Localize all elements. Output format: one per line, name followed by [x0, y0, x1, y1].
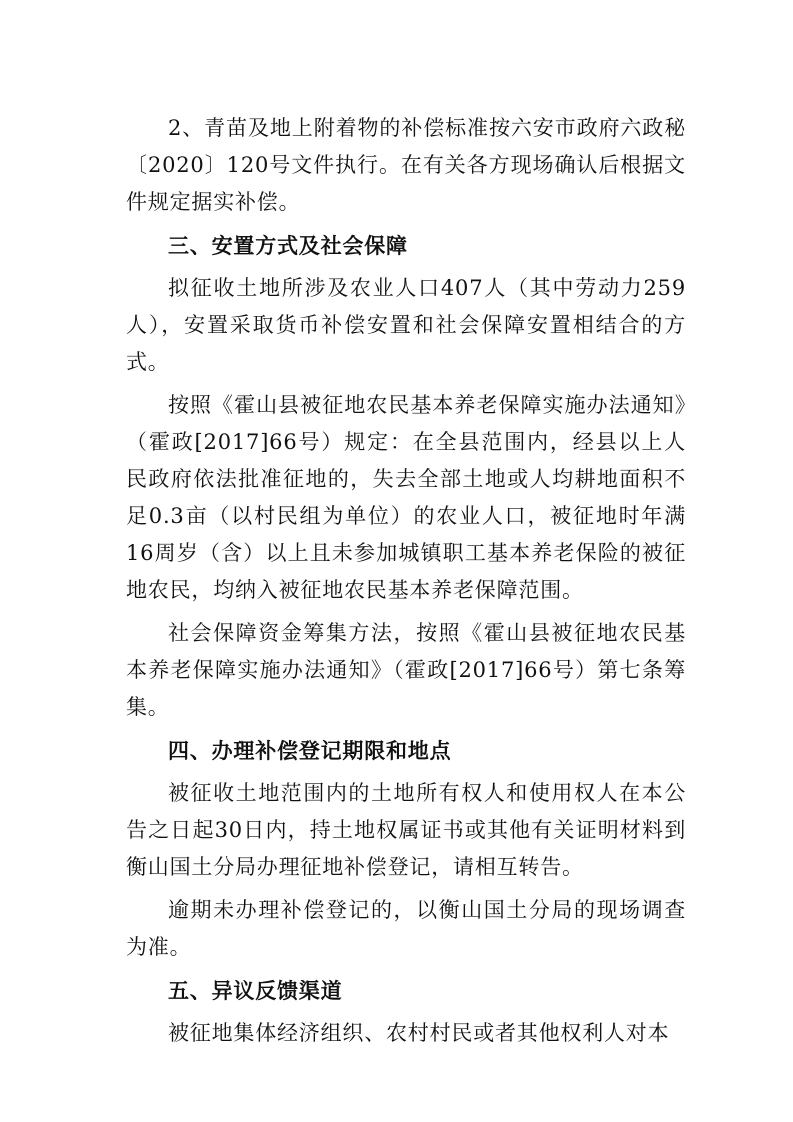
section-heading-objection: 五、异议反馈渠道 [168, 978, 343, 1003]
paragraph-registration-deadline: 被征收土地范围内的土地所有权人和使用权人在本公告之日起30日内，持土地权属证书或其他有关证明材料到衡山国土分局办理征地补偿登记，请相互转告。 [126, 781, 686, 879]
paragraph-objection: 被征地集体经济组织、农村村民或者其他权利人对本 [168, 1021, 670, 1045]
paragraph-overdue: 逾期未办理补偿登记的，以衡山国土分局的现场调查为准。 [126, 898, 686, 959]
paragraph-pension-policy: 按照《霍山县被征地农民基本养老保障实施办法通知》（霍政[2017]66号）规定：在全县范围内，经县以上人民政府依法批准征地的，失去全部土地或人均耕地面积不足0.3亩（以村民组为单位）的农业人口，被征地时年满16周岁（含）以上且未参加城镇职工基本养老保险的被征地农民，均纳入被征地农民基本养老保障范围。 [126, 393, 686, 602]
section-heading-resettlement: 三、安置方式及社会保障 [168, 233, 408, 258]
section-heading-registration: 四、办理补偿登记期限和地点 [168, 738, 452, 763]
paragraph-compensation-standard: 2、青苗及地上附着物的补偿标准按六安市政府六政秘〔2020〕120号文件执行。在有关各方现场确认后根据文件规定据实补偿。 [126, 116, 686, 214]
paragraph-social-security-funds: 社会保障资金筹集方法，按照《霍山县被征地农民基本养老保障实施办法通知》（霍政[2017]66号）第七条筹集。 [126, 621, 686, 719]
paragraph-population: 拟征收土地所涉及农业人口407人（其中劳动力259人），安置采取货币补偿安置和社会保障安置相结合的方式。 [126, 276, 686, 374]
document-body [126, 110, 686, 1058]
